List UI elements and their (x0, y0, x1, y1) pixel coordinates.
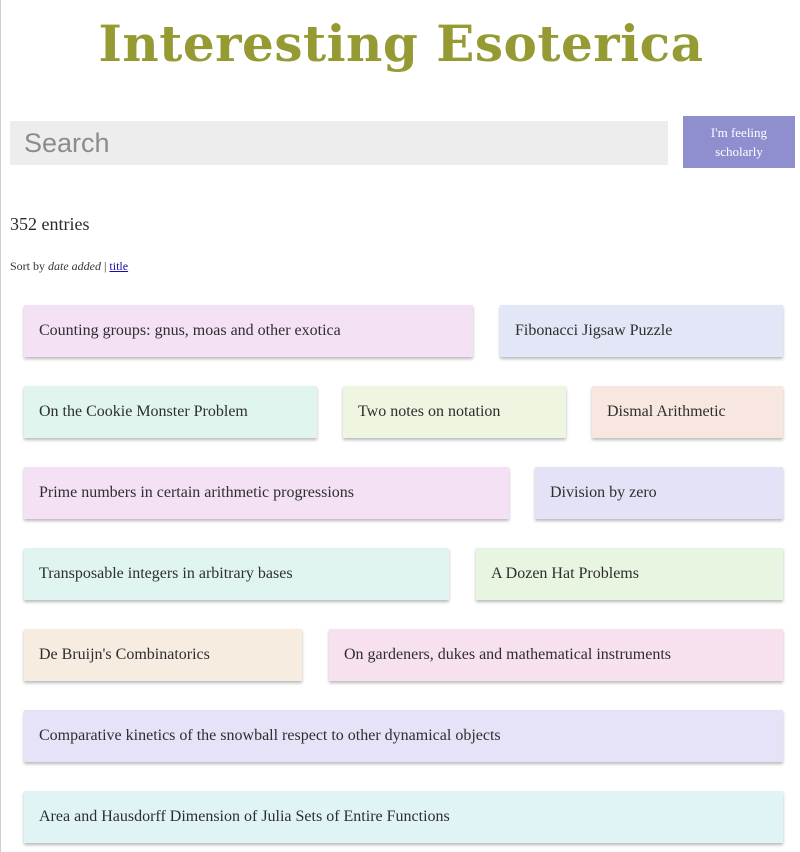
entry-card[interactable]: Dismal Arithmetic (592, 386, 783, 438)
sort-bar (10, 259, 128, 274)
entry-card[interactable]: Prime numbers in certain arithmetic progressions (24, 467, 509, 519)
entry-card[interactable]: Two notes on notation (343, 386, 566, 438)
entry-card[interactable]: Area and Hausdorff Dimension of Julia Sets of Entire Functions (24, 791, 783, 843)
sort-separator: | (104, 259, 107, 273)
entry-card[interactable]: Division by zero (535, 467, 783, 519)
entry-card[interactable]: Transposable integers in arbitrary bases (24, 548, 449, 600)
search-input[interactable] (10, 121, 668, 165)
site-title: Interesting Esoterica (98, 14, 704, 73)
sort-active-option: date added (48, 259, 102, 273)
feeling-scholarly-button[interactable]: I'm feeling scholarly (683, 116, 795, 168)
entry-count: 352 entries (10, 214, 90, 234)
entry-card[interactable]: Fibonacci Jigsaw Puzzle (500, 305, 783, 357)
entry-card[interactable]: Comparative kinetics of the snowball respect to other dynamical objects (24, 710, 783, 762)
entry-card[interactable]: On the Cookie Monster Problem (24, 386, 317, 438)
sort-by-title-link[interactable]: title (109, 259, 129, 273)
entry-card[interactable]: A Dozen Hat Problems (476, 548, 783, 600)
entry-card[interactable]: De Bruijn's Combinatorics (24, 629, 302, 681)
entry-card[interactable]: Counting groups: gnus, moas and other exotica (24, 305, 473, 357)
entry-card[interactable]: On gardeners, dukes and mathematical instruments (329, 629, 783, 681)
sort-prefix: Sort by (10, 259, 46, 273)
